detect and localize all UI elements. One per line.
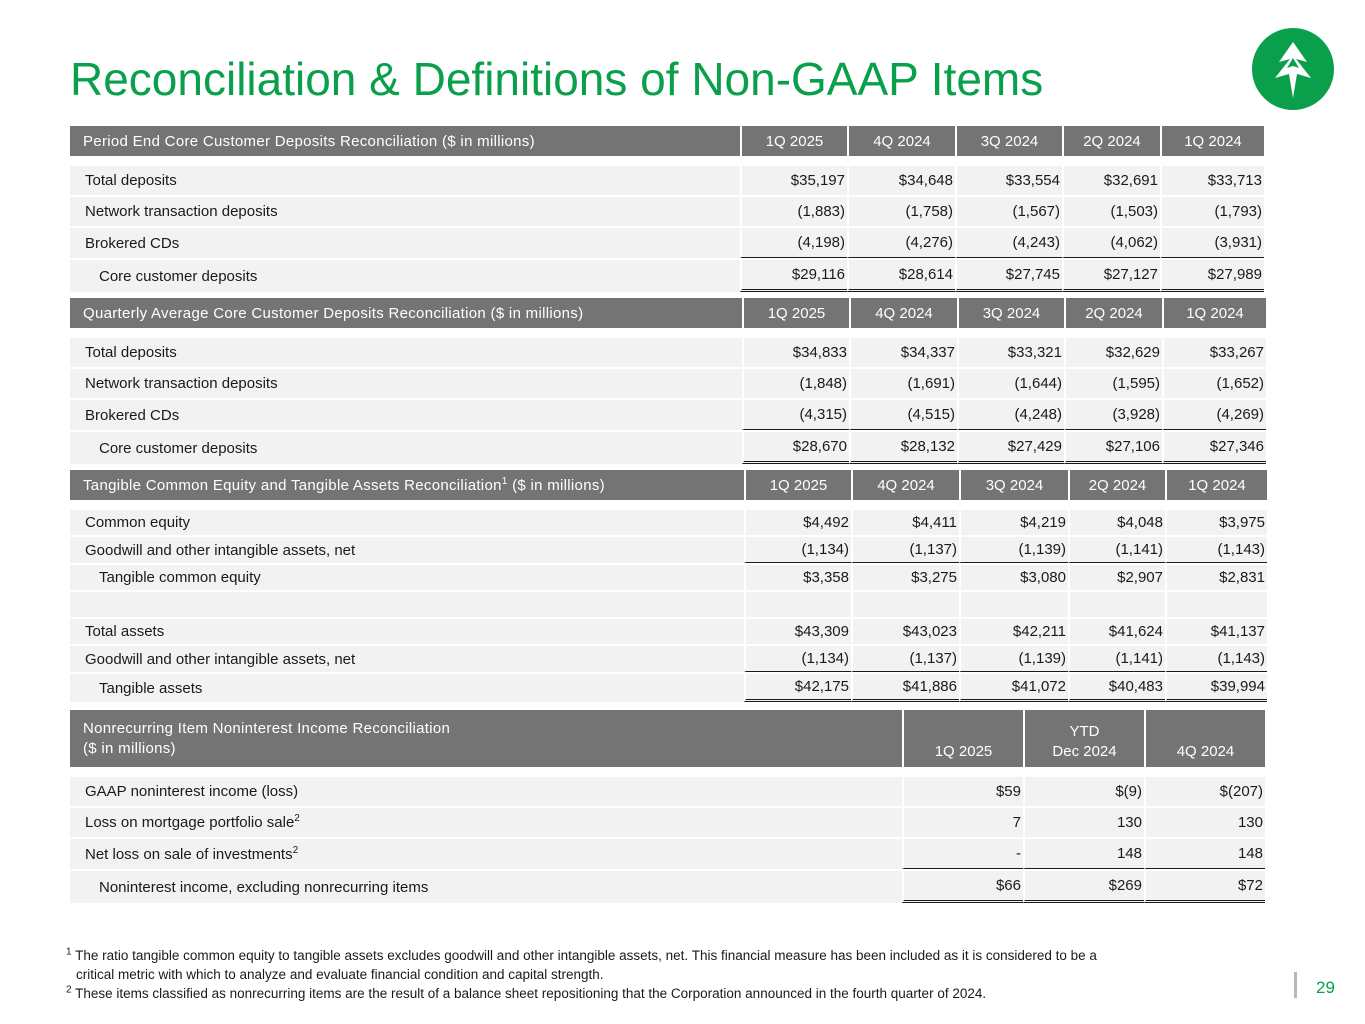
table-row bbox=[70, 195, 1264, 226]
cell-value: 7 bbox=[902, 806, 1023, 837]
cell-value: (4,198) bbox=[740, 226, 847, 258]
table-row bbox=[70, 644, 1267, 672]
row-label: Noninterest income, excluding nonrecurring items bbox=[70, 869, 902, 903]
column-header: 2Q 2024 bbox=[1062, 126, 1160, 156]
cell-value: $3,080 bbox=[959, 563, 1068, 590]
table-row-spacer bbox=[70, 590, 1267, 617]
column-header bbox=[902, 710, 1023, 767]
cell-value: (4,315) bbox=[742, 398, 849, 430]
footnote-1-continued: critical metric with which to analyze and evaluate financial condition and capital strength. bbox=[76, 967, 604, 982]
cell-value: $39,994 bbox=[1165, 672, 1267, 702]
cell-value: $4,411 bbox=[851, 508, 959, 535]
row-label: Network transaction deposits bbox=[70, 195, 740, 226]
cell-value: (4,276) bbox=[847, 226, 955, 258]
table-row-total bbox=[70, 258, 1264, 292]
page-title: Reconciliation & Definitions of Non-GAAP Items bbox=[70, 53, 1044, 105]
brand-logo bbox=[1252, 28, 1334, 110]
row-label: GAAP noninterest income (loss) bbox=[70, 775, 902, 806]
cell-value: $41,624 bbox=[1068, 617, 1165, 644]
cell-value: $3,275 bbox=[851, 563, 959, 590]
cell-value: $28,614 bbox=[847, 258, 955, 292]
cell-value: (1,793) bbox=[1160, 195, 1264, 226]
table-title-line2: ($ in millions) bbox=[83, 739, 176, 757]
column-header: 3Q 2024 bbox=[959, 470, 1068, 500]
footnote-marker: 2 bbox=[294, 813, 300, 824]
table-row bbox=[70, 806, 1265, 837]
row-label: Tangible assets bbox=[70, 672, 744, 702]
cell-value: $28,132 bbox=[849, 430, 957, 464]
row-label: Core customer deposits bbox=[70, 430, 742, 464]
table-row bbox=[70, 367, 1266, 398]
cell-value: (4,248) bbox=[957, 398, 1064, 430]
cell-value: (1,137) bbox=[851, 644, 959, 672]
cell-value: $27,429 bbox=[957, 430, 1064, 464]
cell-value: (1,567) bbox=[955, 195, 1062, 226]
cell-value: (1,141) bbox=[1068, 535, 1165, 563]
table-row-subtotal bbox=[70, 563, 1267, 590]
column-header-line2: Dec 2024 bbox=[1052, 743, 1117, 760]
cell-value: $32,629 bbox=[1064, 336, 1162, 367]
row-label: Total deposits bbox=[70, 336, 742, 367]
column-header-line2: 1Q 2025 bbox=[934, 743, 993, 760]
table-title: Period End Core Customer Deposits Reconciliation ($ in millions) bbox=[70, 126, 740, 156]
cell-value: (1,652) bbox=[1162, 367, 1266, 398]
column-header: 2Q 2024 bbox=[1068, 470, 1165, 500]
row-label: Network transaction deposits bbox=[70, 367, 742, 398]
cell-value: $2,907 bbox=[1068, 563, 1165, 590]
cell-value: $3,975 bbox=[1165, 508, 1267, 535]
column-header: 4Q 2024 bbox=[851, 470, 959, 500]
cell-value: $27,989 bbox=[1160, 258, 1264, 292]
cell-value: $27,745 bbox=[955, 258, 1062, 292]
cell-value: (1,758) bbox=[847, 195, 955, 226]
period-end-deposits-table bbox=[70, 126, 1264, 292]
cell-value: $28,670 bbox=[742, 430, 849, 464]
footnote-marker: 2 bbox=[66, 984, 72, 996]
row-label: Brokered CDs bbox=[70, 398, 742, 430]
table-title bbox=[70, 470, 744, 500]
cell-value: $33,267 bbox=[1162, 336, 1266, 367]
cell-value: (1,139) bbox=[959, 644, 1068, 672]
table-row bbox=[70, 226, 1264, 258]
cell-value: $27,346 bbox=[1162, 430, 1266, 464]
row-label bbox=[70, 837, 902, 869]
footnote-2 bbox=[66, 984, 1246, 1003]
cell-value: $41,137 bbox=[1165, 617, 1267, 644]
cell-value: $35,197 bbox=[740, 164, 847, 195]
column-header: 4Q 2024 bbox=[849, 298, 957, 328]
page-number-divider bbox=[1294, 972, 1297, 998]
row-label: Tangible common equity bbox=[70, 563, 744, 590]
column-header: 1Q 2024 bbox=[1165, 470, 1267, 500]
table-header-row bbox=[70, 126, 1264, 156]
table-row bbox=[70, 837, 1265, 869]
cell-value: $2,831 bbox=[1165, 563, 1267, 590]
table-row bbox=[70, 398, 1266, 430]
column-header-line1: YTD bbox=[1069, 723, 1100, 740]
cell-value: (1,134) bbox=[744, 535, 851, 563]
cell-value: 130 bbox=[1144, 806, 1265, 837]
cell-value: $42,175 bbox=[744, 672, 851, 702]
row-label: Total assets bbox=[70, 617, 744, 644]
cell-value: $269 bbox=[1023, 869, 1144, 903]
table-row bbox=[70, 617, 1267, 644]
column-header: 1Q 2024 bbox=[1162, 298, 1266, 328]
table-title: Quarterly Average Core Customer Deposits Reconciliation ($ in millions) bbox=[70, 298, 742, 328]
cell-value: $41,886 bbox=[851, 672, 959, 702]
footnote-text: These items classified as nonrecurring items are the result of a balance sheet repositioning that the Corporation announced in the fourth quarter of 2024. bbox=[71, 986, 987, 1001]
cell-value: (1,848) bbox=[742, 367, 849, 398]
cell-value: $27,127 bbox=[1062, 258, 1160, 292]
column-header-line2: 4Q 2024 bbox=[1176, 743, 1235, 760]
cell-value: (4,243) bbox=[955, 226, 1062, 258]
cell-value: (1,143) bbox=[1165, 644, 1267, 672]
cell-value: 148 bbox=[1144, 837, 1265, 869]
table-row bbox=[70, 535, 1267, 563]
table-row bbox=[70, 164, 1264, 195]
cell-value: (1,137) bbox=[851, 535, 959, 563]
table-header-row bbox=[70, 710, 1265, 767]
row-label: Total deposits bbox=[70, 164, 740, 195]
cell-value: $34,833 bbox=[742, 336, 849, 367]
quarterly-average-deposits-table bbox=[70, 298, 1266, 464]
cell-value: (3,928) bbox=[1064, 398, 1162, 430]
cell-value: (1,139) bbox=[959, 535, 1068, 563]
table-row bbox=[70, 336, 1266, 367]
cell-value: $33,713 bbox=[1160, 164, 1264, 195]
column-header: 1Q 2025 bbox=[742, 298, 849, 328]
cell-value: $3,358 bbox=[744, 563, 851, 590]
cell-value: $32,691 bbox=[1062, 164, 1160, 195]
cell-value: $40,483 bbox=[1068, 672, 1165, 702]
cell-value: (4,515) bbox=[849, 398, 957, 430]
cell-value: $4,492 bbox=[744, 508, 851, 535]
footnote-marker: 1 bbox=[501, 475, 508, 487]
cell-value: (1,883) bbox=[740, 195, 847, 226]
footnote-text: The ratio tangible common equity to tangible assets excludes goodwill and other intangible assets, net. This financial measure has been included as it is considered to be a bbox=[71, 948, 1097, 963]
row-label: Goodwill and other intangible assets, net bbox=[70, 644, 744, 672]
footnote-marker: 2 bbox=[292, 844, 299, 856]
column-header: 1Q 2025 bbox=[740, 126, 847, 156]
cell-value: (3,931) bbox=[1160, 226, 1264, 258]
column-header bbox=[1023, 710, 1144, 767]
table-row-total bbox=[70, 869, 1265, 903]
footnote-marker: 1 bbox=[66, 946, 72, 958]
column-header: 3Q 2024 bbox=[957, 298, 1064, 328]
cell-value: $41,072 bbox=[959, 672, 1068, 702]
cell-value: $33,321 bbox=[957, 336, 1064, 367]
cell-value: (1,141) bbox=[1068, 644, 1165, 672]
cell-value: (4,062) bbox=[1062, 226, 1160, 258]
cell-value: (1,644) bbox=[957, 367, 1064, 398]
page-number: 29 bbox=[1316, 978, 1335, 997]
cell-value: (4,269) bbox=[1162, 398, 1266, 430]
cell-value: (1,134) bbox=[744, 644, 851, 672]
table-header-row bbox=[70, 470, 1267, 500]
cell-value: $29,116 bbox=[740, 258, 847, 292]
cell-value: $4,219 bbox=[959, 508, 1068, 535]
column-header bbox=[1144, 710, 1265, 767]
tangible-equity-assets-table bbox=[70, 470, 1267, 702]
table-row bbox=[70, 775, 1265, 806]
table-title-text: Tangible Common Equity and Tangible Assets Reconciliation bbox=[83, 476, 502, 494]
cell-value: (1,503) bbox=[1062, 195, 1160, 226]
table-header-row bbox=[70, 298, 1266, 328]
cell-value: $43,023 bbox=[851, 617, 959, 644]
cell-value: $(9) bbox=[1023, 775, 1144, 806]
cell-value: $(207) bbox=[1144, 775, 1265, 806]
cell-value: (1,691) bbox=[849, 367, 957, 398]
tree-icon bbox=[1252, 28, 1334, 110]
cell-value: 148 bbox=[1023, 837, 1144, 869]
cell-value: (1,143) bbox=[1165, 535, 1267, 563]
column-header: 1Q 2025 bbox=[744, 470, 851, 500]
row-label: Common equity bbox=[70, 508, 744, 535]
table-title-line1: Nonrecurring Item Noninterest Income Reconciliation bbox=[83, 719, 451, 737]
cell-value: $72 bbox=[1144, 869, 1265, 903]
cell-value: $4,048 bbox=[1068, 508, 1165, 535]
footnote-1 bbox=[66, 946, 1246, 965]
column-header: 3Q 2024 bbox=[955, 126, 1062, 156]
cell-value: - bbox=[902, 837, 1023, 869]
cell-value: $33,554 bbox=[955, 164, 1062, 195]
row-label-text: Net loss on sale of investments bbox=[85, 845, 293, 863]
table-title-suffix: ($ in millions) bbox=[507, 476, 605, 494]
row-label: Core customer deposits bbox=[70, 258, 740, 292]
row-label: Goodwill and other intangible assets, net bbox=[70, 535, 744, 563]
table-row bbox=[70, 508, 1267, 535]
cell-value: (1,595) bbox=[1064, 367, 1162, 398]
cell-value: $59 bbox=[902, 775, 1023, 806]
cell-value: $34,337 bbox=[849, 336, 957, 367]
column-header: 4Q 2024 bbox=[847, 126, 955, 156]
row-label: Brokered CDs bbox=[70, 226, 740, 258]
column-header: 2Q 2024 bbox=[1064, 298, 1162, 328]
footnotes bbox=[66, 946, 1246, 1003]
cell-value: $43,309 bbox=[744, 617, 851, 644]
cell-value: 130 bbox=[1023, 806, 1144, 837]
cell-value: $66 bbox=[902, 869, 1023, 903]
row-label bbox=[70, 806, 902, 837]
cell-value: $27,106 bbox=[1064, 430, 1162, 464]
row-label-text: Loss on mortgage portfolio sale bbox=[85, 814, 295, 831]
cell-value: $34,648 bbox=[847, 164, 955, 195]
table-title bbox=[70, 710, 902, 767]
nonrecurring-income-table bbox=[70, 710, 1265, 903]
table-row-total bbox=[70, 430, 1266, 464]
column-header: 1Q 2024 bbox=[1160, 126, 1264, 156]
table-row-total bbox=[70, 672, 1267, 702]
cell-value: $42,211 bbox=[959, 617, 1068, 644]
